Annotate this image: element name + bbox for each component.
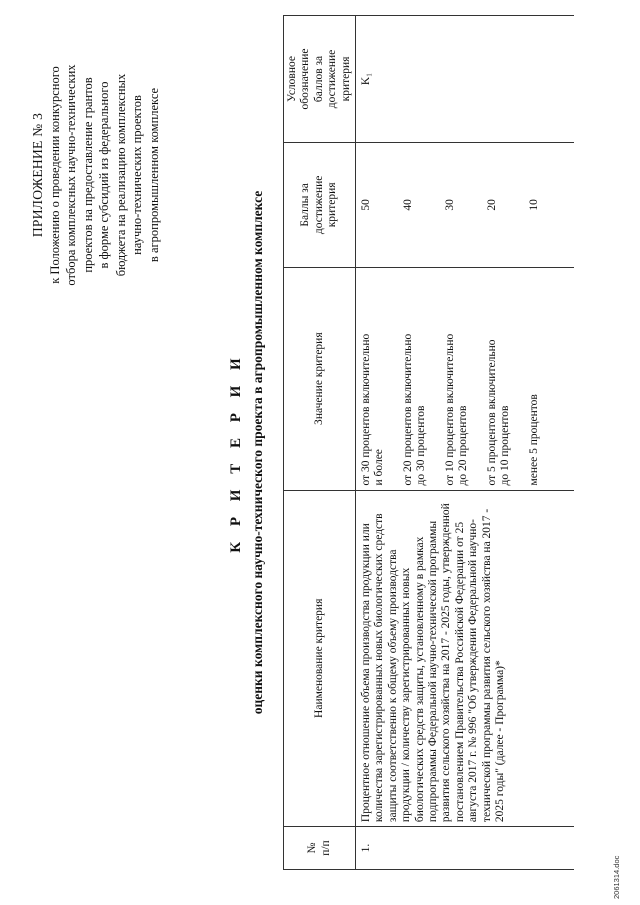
- header-points: Баллы за достижение критерия: [284, 142, 356, 267]
- points-value: 50: [360, 199, 373, 211]
- criterion-value: от 10 процентов включительно до 20 процентов: [444, 333, 470, 486]
- criterion-name: Процентное отношение объема производства продукции или количества зарегистрированных новых биологических средств защиты соответственно к общему объему производства продукции / количеству зарегистрированных новых биологических средств защиты, установленному в рамках подпрограммы Федеральной научно-технической программы развития сельского хозяйства на 2017 - 2025 годы, утвержденной постановлением Правительства Российской Федерации от 25 августа 2017 г. № 996 "Об утверждении Федеральной научно-технической программы развития сельского хозяйства на 2017 - 2025 годы" (далее - Программа)*: [356, 490, 575, 827]
- row-number: 1.: [356, 827, 575, 870]
- appendix-line: отбора комплексных научно-технических: [64, 64, 78, 286]
- criterion-value: от 5 процентов включительно до 10 процентов: [486, 339, 512, 486]
- header-name: Наименование критерия: [284, 490, 356, 827]
- criterion-value: от 30 процентов включительно и более: [360, 333, 386, 486]
- appendix-line: бюджета на реализацию комплексных: [113, 73, 128, 277]
- appendix-line: проектов на предоставление грантов: [80, 77, 95, 273]
- header-value: Значение критерия: [284, 267, 356, 490]
- criteria-table: [283, 15, 574, 870]
- appendix-heading: ПРИЛОЖЕНИЕ № 3: [30, 112, 45, 238]
- document-subtitle: оценки комплексного научно-технического проекта в агропромышленном комплексе: [250, 190, 265, 715]
- points-value: 40: [402, 199, 415, 211]
- document-title: К Р И Т Е Р И И: [228, 352, 244, 553]
- appendix-line: научно-технических проектов: [130, 95, 144, 255]
- points-value: 20: [486, 199, 499, 211]
- header-number: № п/п: [284, 827, 356, 870]
- criterion-symbol: K₁: [356, 16, 575, 143]
- points-value: 30: [444, 199, 457, 211]
- table-row: [356, 16, 575, 870]
- table-header-row: [284, 16, 356, 870]
- criterion-value: менее 5 процентов: [528, 394, 541, 486]
- appendix-line: в агропромышленном комплексе: [146, 87, 161, 263]
- criterion-value: от 20 процентов включительно до 30 процентов: [402, 333, 428, 486]
- criterion-values: [356, 267, 575, 490]
- criterion-points: [356, 142, 575, 267]
- appendix-line: в форме субсидий из федерального: [97, 81, 111, 269]
- file-name-footer: 2061314.doc: [612, 855, 621, 899]
- header-symbol: Условное обозначение баллов за достижение критерия: [284, 16, 356, 143]
- appendix-line: к Положению о проведении конкурсного: [47, 66, 62, 284]
- points-value: 10: [528, 199, 541, 211]
- appendix-block: [30, 25, 162, 325]
